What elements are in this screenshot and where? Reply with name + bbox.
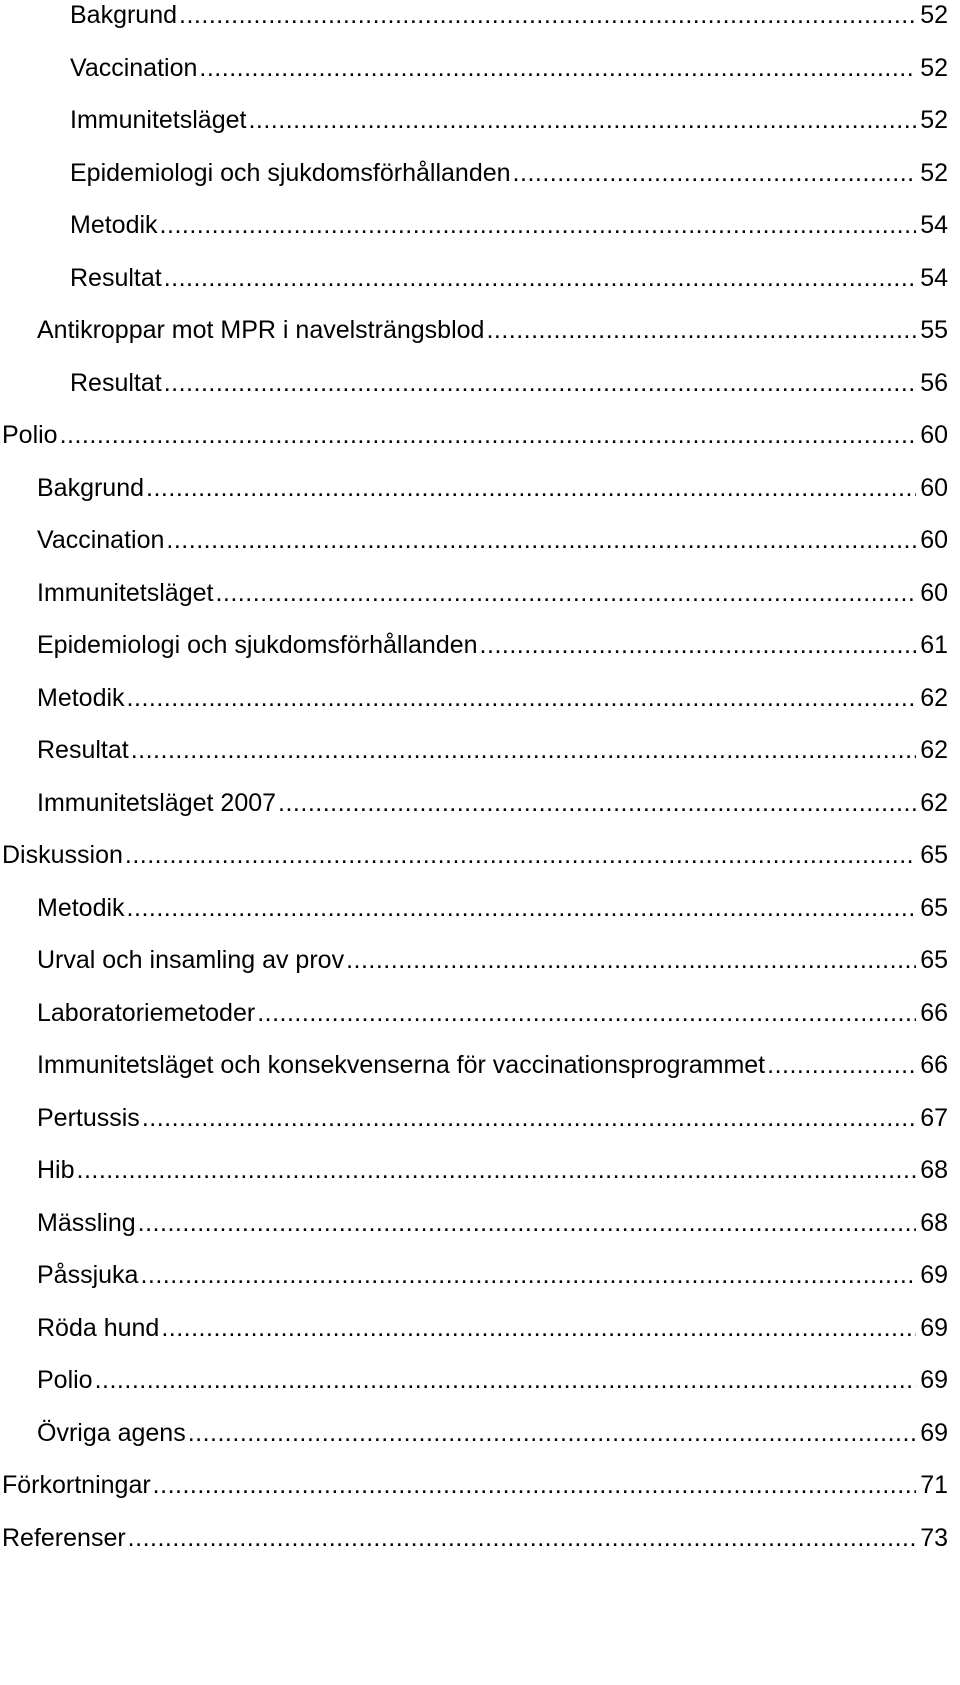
toc-entry[interactable] <box>37 315 948 345</box>
toc-entry-page-number: 66 <box>920 1051 948 1079</box>
toc-entry-page-number: 67 <box>920 1103 948 1132</box>
toc-entry-page-number: 55 <box>920 316 948 344</box>
toc-entry[interactable] <box>70 368 948 398</box>
toc-entry[interactable] <box>70 105 948 135</box>
toc-entry-title: Resultat <box>70 263 162 292</box>
dot-leader <box>153 1470 917 1500</box>
toc-entry[interactable] <box>70 263 948 293</box>
toc-entry-title: Resultat <box>37 736 129 764</box>
toc-entry-page-number: 62 <box>920 683 948 712</box>
dot-leader <box>166 525 916 555</box>
toc-entry-page-number: 73 <box>920 1523 948 1552</box>
toc-entry-page-number: 52 <box>920 106 948 134</box>
toc-entry-title: Mässling <box>37 1208 136 1237</box>
dot-leader <box>95 1365 917 1395</box>
toc-entry[interactable] <box>70 53 948 83</box>
dot-leader <box>127 893 917 923</box>
toc-entry[interactable] <box>2 1523 948 1553</box>
toc-entry[interactable] <box>37 1365 948 1395</box>
toc-entry-title: Metodik <box>70 211 158 239</box>
toc-entry[interactable] <box>2 1470 948 1500</box>
toc-entry-title: Metodik <box>37 893 125 922</box>
dot-leader <box>346 945 916 975</box>
dot-leader <box>160 210 917 240</box>
toc-entry-page-number: 56 <box>920 368 948 397</box>
toc-entry-title: Epidemiologi och sjukdomsförhållanden <box>37 631 478 659</box>
toc-entry[interactable] <box>37 525 948 555</box>
toc-entry[interactable] <box>70 158 948 188</box>
toc-entry-page-number: 65 <box>920 946 948 974</box>
toc-entry-title: Bakgrund <box>70 1 178 29</box>
toc-entry[interactable] <box>70 0 948 30</box>
dot-leader <box>278 788 916 818</box>
toc-entry[interactable] <box>37 1260 948 1290</box>
dot-leader <box>128 1523 917 1553</box>
dot-leader <box>199 53 916 83</box>
toc-entry[interactable] <box>37 473 948 503</box>
toc-entry[interactable] <box>37 945 948 975</box>
toc-entry-title: Immunitetsläget och konsekvenserna för vaccinationsprogrammet <box>37 1051 766 1079</box>
toc-entry-page-number: 69 <box>920 1418 948 1447</box>
toc-entry-title: Polio <box>37 1366 93 1394</box>
toc-entry-title: Bakgrund <box>37 473 145 502</box>
toc-entry-title: Pertussis <box>37 1103 140 1132</box>
toc-entry-title: Övriga agens <box>37 1418 186 1447</box>
toc-entry-title: Påssjuka <box>37 1261 139 1289</box>
toc-entry-page-number: 66 <box>920 998 948 1027</box>
dot-leader <box>138 1208 917 1238</box>
toc-entry-title: Laboratoriemetoder <box>37 998 256 1027</box>
toc-entry[interactable] <box>37 893 948 923</box>
toc-entry-title: Polio <box>2 421 58 449</box>
dot-leader <box>257 998 916 1028</box>
toc-entry-title: Metodik <box>37 683 125 712</box>
toc-entry[interactable] <box>37 1208 948 1238</box>
dot-leader <box>146 473 916 503</box>
dot-leader <box>480 630 917 660</box>
toc-entry-page-number: 52 <box>920 158 948 187</box>
toc-entry[interactable] <box>70 210 948 240</box>
toc-entry-page-number: 65 <box>920 893 948 922</box>
dot-leader <box>164 263 916 293</box>
toc-entry-page-number: 54 <box>920 263 948 292</box>
dot-leader <box>486 315 916 345</box>
toc-entry-title: Diskussion <box>2 841 123 869</box>
dot-leader <box>215 578 916 608</box>
toc-entry-title: Epidemiologi och sjukdomsförhållanden <box>70 158 511 187</box>
toc-entry[interactable] <box>37 735 948 765</box>
toc-entry-title: Antikroppar mot MPR i navelsträngsblod <box>37 316 485 344</box>
toc-entry-title: Referenser <box>2 1523 126 1552</box>
toc-entry[interactable] <box>37 1155 948 1185</box>
toc-entry[interactable] <box>37 998 948 1028</box>
toc-entry-page-number: 68 <box>920 1156 948 1184</box>
toc-entry[interactable] <box>2 420 948 450</box>
toc-entry-page-number: 60 <box>920 526 948 554</box>
toc-entry-page-number: 52 <box>920 1 948 29</box>
toc-entry-page-number: 68 <box>920 1208 948 1237</box>
toc-entry-title: Förkortningar <box>2 1471 151 1499</box>
toc-entry-page-number: 62 <box>920 788 948 817</box>
dot-leader <box>513 158 917 188</box>
toc-entry-title: Resultat <box>70 368 162 397</box>
toc-entry-title: Vaccination <box>37 526 165 554</box>
toc-entry-page-number: 60 <box>920 473 948 502</box>
toc-entry[interactable] <box>37 578 948 608</box>
toc-entry-title: Röda hund <box>37 1313 160 1342</box>
dot-leader <box>164 368 916 398</box>
dot-leader <box>161 1313 916 1343</box>
toc-entry-title: Hib <box>37 1156 75 1184</box>
dot-leader <box>131 735 916 765</box>
dot-leader <box>125 840 916 870</box>
toc-entry-title: Immunitetsläget 2007 <box>37 788 277 817</box>
toc-entry-page-number: 52 <box>920 53 948 82</box>
dot-leader <box>77 1155 917 1185</box>
toc-entry-page-number: 54 <box>920 211 948 239</box>
dot-leader <box>140 1260 916 1290</box>
dot-leader <box>767 1050 916 1080</box>
dot-leader <box>142 1103 916 1133</box>
dot-leader <box>188 1418 916 1448</box>
toc-entry-title: Vaccination <box>70 53 198 82</box>
toc-entry[interactable] <box>37 630 948 660</box>
toc-entry[interactable] <box>37 788 948 818</box>
toc-entry-page-number: 60 <box>920 578 948 607</box>
toc-entry[interactable] <box>37 1418 948 1448</box>
dot-leader <box>179 0 916 30</box>
toc-entry-page-number: 71 <box>920 1471 948 1499</box>
toc-entry[interactable] <box>37 1050 948 1080</box>
toc-entry-title: Urval och insamling av prov <box>37 946 345 974</box>
toc-entry-title: Immunitetsläget <box>37 578 214 607</box>
dot-leader <box>60 420 917 450</box>
toc-entry-page-number: 69 <box>920 1313 948 1342</box>
toc-entry-page-number: 69 <box>920 1261 948 1289</box>
toc-entry-page-number: 61 <box>920 631 948 659</box>
toc-entry[interactable] <box>37 1103 948 1133</box>
toc-entry-title: Immunitetsläget <box>70 106 247 134</box>
toc-entry[interactable] <box>37 683 948 713</box>
toc-entry-page-number: 69 <box>920 1366 948 1394</box>
toc-entry-page-number: 65 <box>920 841 948 869</box>
toc-entry[interactable] <box>2 840 948 870</box>
toc-entry[interactable] <box>37 1313 948 1343</box>
toc-entry-page-number: 62 <box>920 736 948 764</box>
dot-leader <box>127 683 917 713</box>
dot-leader <box>248 105 916 135</box>
toc-entry-page-number: 60 <box>920 421 948 449</box>
